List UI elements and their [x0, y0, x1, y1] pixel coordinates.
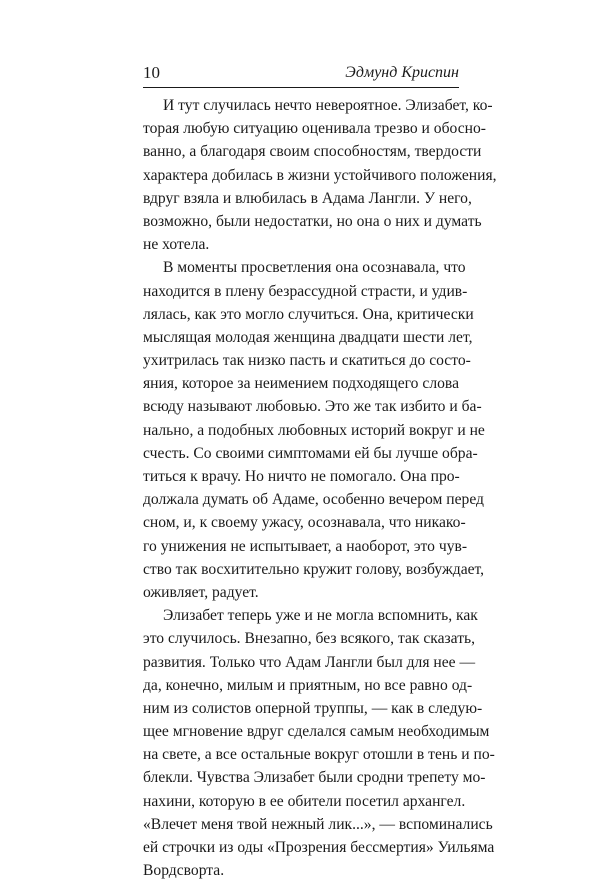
text-line: ванно, а благодаря своим способностям, твердости	[143, 143, 482, 161]
text-line: торая любую ситуацию оценивала трезво и обосно-	[143, 120, 486, 138]
text-line: мыслящая молодая женщина двадцати шести лет,	[143, 328, 473, 346]
text-line: ним из солистов оперной труппы, — как в следую-	[143, 699, 483, 717]
body-text	[143, 94, 497, 882]
text-line: не хотела.	[143, 236, 210, 254]
text-line: вдруг взяла и влюбилась в Адама Лангли. У него,	[143, 189, 472, 207]
header-rule	[143, 87, 459, 88]
paragraph	[143, 94, 497, 256]
text-line: ей строчки из оды «Прозрения бессмертия» Уильяма	[143, 839, 495, 856]
text-line: это случилось. Внезапно, без всякого, так сказать,	[143, 630, 476, 648]
paragraph	[143, 604, 495, 882]
text-line: Элизабет теперь уже и не могла вспомнить, как	[163, 607, 478, 625]
text-line: титься к врачу. Но ничто не помогало. Она про-	[143, 468, 460, 485]
running-title: Эдмунд Криспин	[345, 64, 459, 81]
text-line: «Влечет меня твой нежный лик...», — вспоминались	[143, 815, 493, 833]
text-line: всюду называют любовью. Это же так избито и ба-	[143, 398, 482, 416]
text-line: должала думать об Адаме, особенно вечером перед	[143, 491, 484, 509]
text-line: блекли. Чувства Элизабет были сродни трепету мо-	[143, 769, 486, 787]
text-line: сном, и, к своему ужасу, осознавала, что никако-	[143, 514, 466, 532]
text-line: нально, а подобных любовных историй вокруг и не	[143, 421, 485, 439]
text-line: ухитрилась так низко пасть и скатиться до состо-	[143, 352, 471, 370]
text-line: Вордсворта.	[143, 862, 225, 880]
text-line: счесть. Со своими симптомами ей бы лучше обра-	[143, 444, 478, 462]
paragraph	[143, 256, 485, 604]
text-line: развития. Только что Адам Лангли был для нее —	[143, 653, 476, 671]
text-line: И тут случилась нечто невероятное. Элизабет, ко-	[163, 97, 493, 114]
page-number: 10	[143, 63, 160, 82]
text-line: щее мгновение вдруг сделался самым необходимым	[143, 723, 490, 741]
text-line: яния, которое за неимением подходящего слова	[143, 375, 459, 393]
text-line: возможно, были недостатки, но она о них и думать	[143, 212, 482, 230]
text-line: да, конечно, милым и приятным, но все равно од-	[143, 676, 473, 694]
text-line: В моменты просветления она осознавала, что	[163, 259, 466, 277]
text-line: на свете, а все остальные вокруг отошли в тень и по-	[143, 746, 495, 764]
text-line: лялась, как это могло случиться. Она, критически	[143, 305, 474, 323]
text-line: оживляет, радует.	[143, 583, 259, 601]
page-header	[143, 62, 459, 84]
text-line: нахини, которую в ее обители посетил архангел.	[143, 792, 466, 810]
text-line: характера добилась в жизни устойчивого положения,	[143, 166, 497, 184]
text-line: ство так восхитительно кружит голову, возбуждает,	[143, 560, 485, 578]
text-line: го унижения не испытывает, а наоборот, это чув-	[143, 537, 468, 555]
text-line: находится в плену безрассудной страсти, и удив-	[143, 282, 468, 300]
